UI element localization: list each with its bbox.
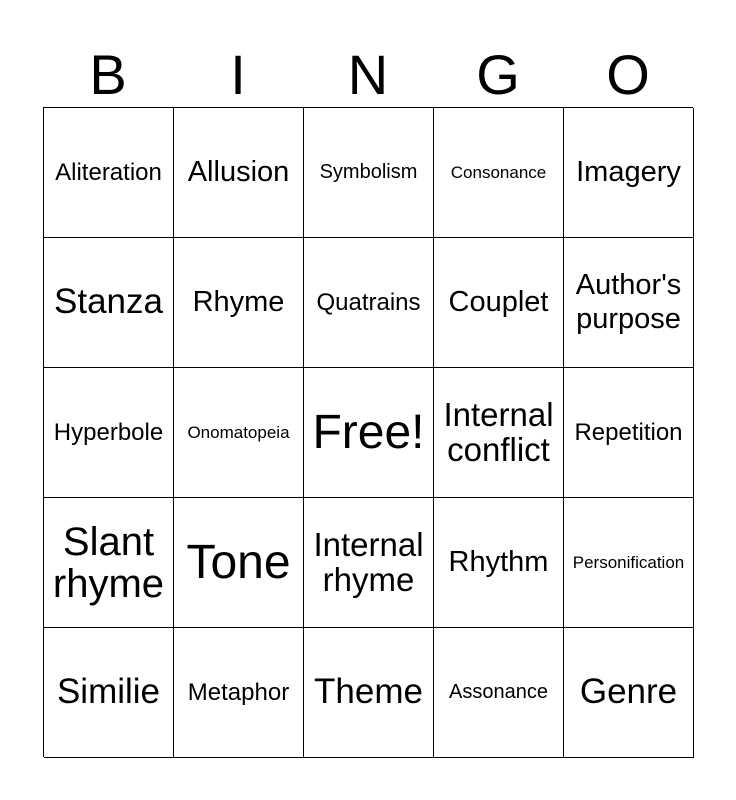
header-letter-b: B [89, 43, 127, 106]
bingo-cell: Aliteration [44, 108, 174, 238]
bingo-cell: Repetition [564, 368, 694, 498]
bingo-cell: Quatrains [304, 238, 434, 368]
bingo-cell: Consonance [434, 108, 564, 238]
bingo-cell: Symbolism [304, 108, 434, 238]
bingo-cell: Rhythm [434, 498, 564, 628]
bingo-cell: Genre [564, 628, 694, 758]
bingo-cell: Theme [304, 628, 434, 758]
bingo-cell: Assonance [434, 628, 564, 758]
bingo-cell: Couplet [434, 238, 564, 368]
bingo-cell: Hyperbole [44, 368, 174, 498]
bingo-cell: Metaphor [174, 628, 304, 758]
bingo-board [43, 107, 693, 757]
bingo-cell: Author's purpose [564, 238, 694, 368]
bingo-cell: Similie [44, 628, 174, 758]
header-letter-o: O [606, 43, 650, 106]
bingo-cell: Personification [564, 498, 694, 628]
bingo-cell: Allusion [174, 108, 304, 238]
bingo-cell: Slant rhyme [44, 498, 174, 628]
bingo-cell: Internal rhyme [304, 498, 434, 628]
free-cell: Free! [304, 368, 434, 498]
bingo-cell: Stanza [44, 238, 174, 368]
bingo-cell: Imagery [564, 108, 694, 238]
bingo-cell: Onomatopeia [174, 368, 304, 498]
header-letter-i: I [230, 43, 246, 106]
header-letter-n: N [347, 43, 389, 106]
bingo-cell: Internal conflict [434, 368, 564, 498]
bingo-cell: Rhyme [174, 238, 304, 368]
bingo-header [43, 42, 693, 108]
bingo-cell: Tone [174, 498, 304, 628]
header-letter-g: G [476, 43, 520, 106]
